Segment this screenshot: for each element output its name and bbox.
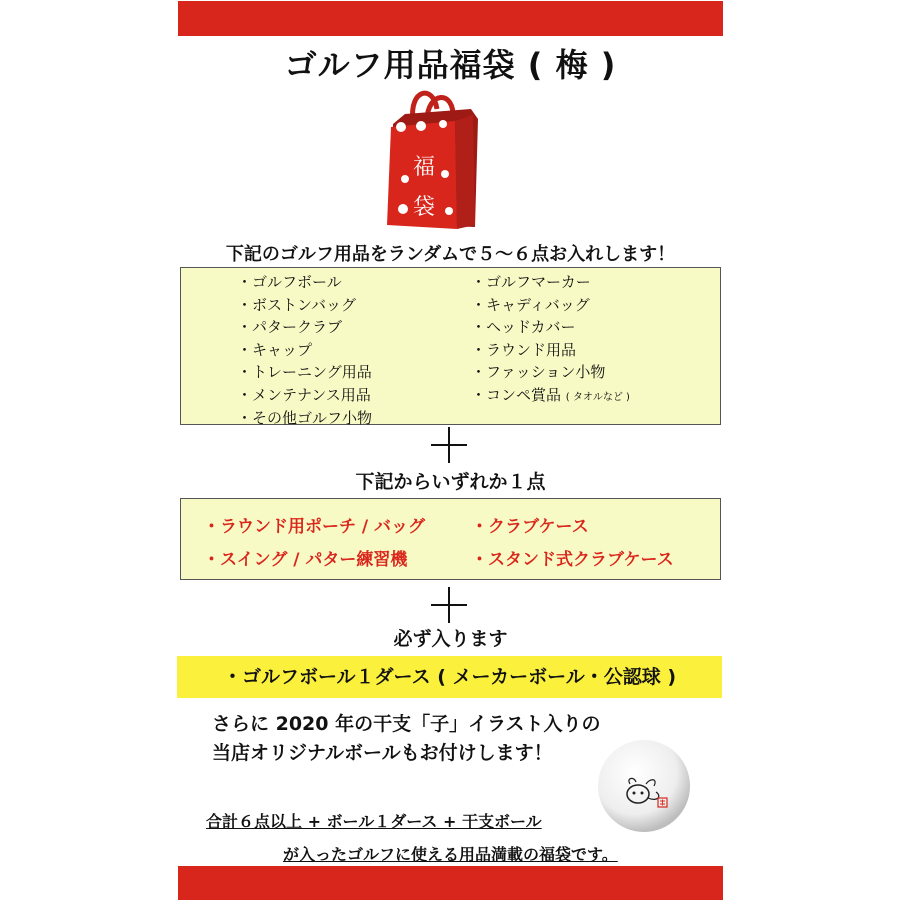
list-item-note: ( タオルなど ) [565,391,630,403]
list-item: ・メンテナンス用品 [237,385,371,404]
list-item-label: ・コンペ賞品 [471,385,562,404]
lucky-bag-icon [383,79,481,229]
summary-line: 合計６点以上 + ボール１ダース + 干支ボール [206,812,542,831]
extra-line-1: さらに 2020 年の干支「子」イラスト入りの [212,713,601,735]
list-item: ・ヘッドカバー [471,318,576,337]
list-item [471,384,630,407]
bag-kanji-fuku: 福 [413,155,436,180]
list-item: ・キャディバッグ [471,295,590,314]
top-red-banner [178,1,723,36]
choose-item: ・クラブケース [471,517,589,537]
list-item: ・パタークラブ [237,318,343,337]
random-items-right-list [471,271,630,407]
list-item: ・キャップ [237,340,313,359]
random-items-left-list [237,271,372,429]
guaranteed-item-box: ・ゴルフボール１ダース ( メーカーボール・公認球 ) [177,656,722,698]
list-item: ・ゴルフマーカー [471,273,591,291]
choose-item: ・スタンド式クラブケース [471,550,674,570]
list-item: ・トレーニング用品 [237,363,372,382]
lead-text: 下記のゴルフ用品をランダムで５～６点お入れします！ [225,244,676,265]
golf-ball-image [596,738,692,834]
closing-line: が入ったゴルフに使える用品満載の福袋です。 [283,845,618,864]
list-item: ・その他ゴルフ小物 [237,408,373,427]
plus-icon [431,427,467,463]
bottom-red-banner [178,866,723,900]
random-items-box [180,267,721,425]
list-item: ・ラウンド用品 [471,340,577,359]
choose-item: ・スイング / パター練習機 [203,550,408,570]
list-item: ・ゴルフボール [237,273,342,291]
choose-item: ・ラウンド用ポーチ / バッグ [203,517,426,537]
list-item: ・ファッション小物 [471,363,606,382]
list-item: ・ボストンバッグ [237,295,356,314]
guaranteed-heading: 必ず入ります [393,628,508,650]
choose-one-box [180,498,721,580]
bag-kanji-bukuro: 袋 [413,195,436,220]
page-title: ゴルフ用品福袋 ( 梅 ) [284,46,617,84]
choose-one-heading: 下記からいずれか１点 [355,471,546,493]
extra-line-2: 当店オリジナルボールもお付けします！ [212,742,553,764]
plus-icon [431,587,467,623]
